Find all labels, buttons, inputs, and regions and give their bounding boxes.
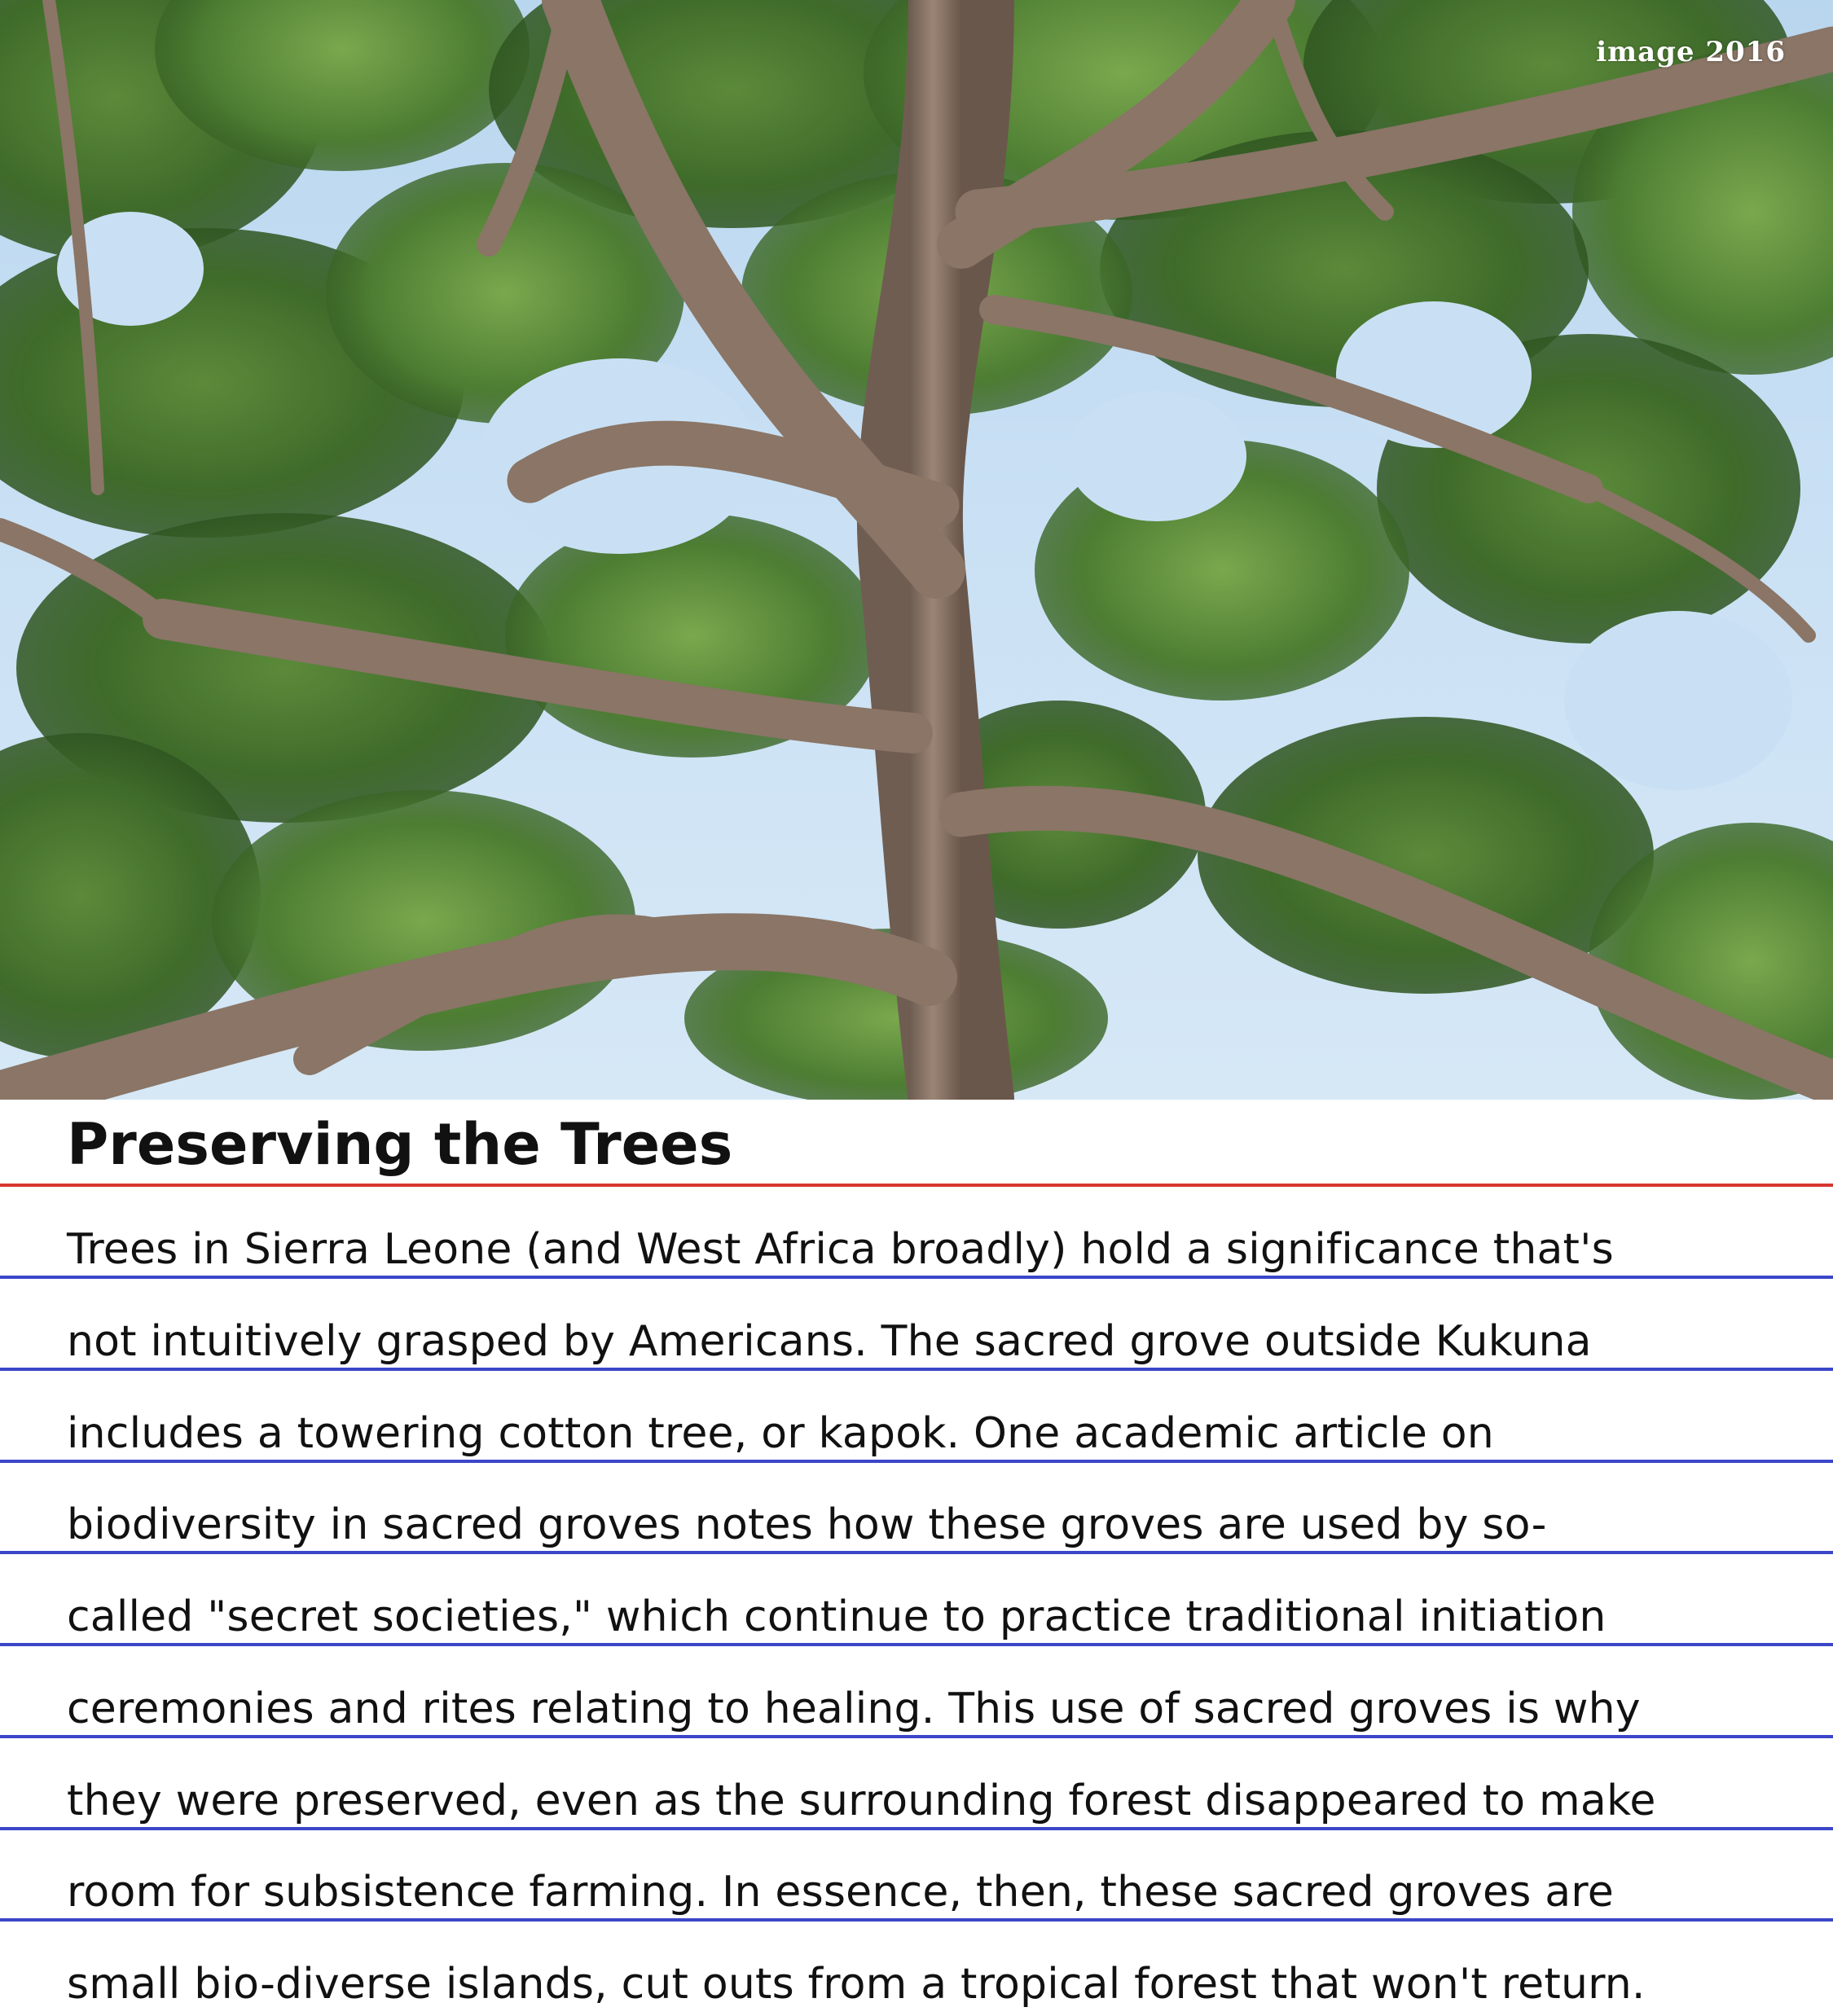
body-line-4: biodiversity in sacred groves notes how these groves are used by so- [67, 1500, 1547, 1549]
line-rule [0, 1918, 1833, 1922]
body-line-6: ceremonies and rites relating to healing. This use of sacred groves is why [67, 1684, 1641, 1733]
body-line-8: room for subsistence farming. In essence, then, these sacred groves are [67, 1868, 1614, 1917]
line-rule [0, 1735, 1833, 1738]
body-line-9: small bio-diverse islands, cut outs from a tropical forest that won't return. [67, 1960, 1646, 2009]
line-rule [0, 1460, 1833, 1463]
line-rule [0, 1827, 1833, 1830]
body-line-7: they were preserved, even as the surrounding forest disappeared to make [67, 1777, 1656, 1825]
body-line-1: Trees in Sierra Leone (and West Africa broadly) hold a significance that's [67, 1225, 1614, 1274]
article-title: Preserving the Trees [67, 1111, 733, 1178]
photo-watermark: image 2016 [1596, 36, 1786, 68]
body-line-2: not intuitively grasped by Americans. The sacred grove outside Kukuna [67, 1317, 1592, 1366]
line-rule [0, 1643, 1833, 1646]
line-rule [0, 1368, 1833, 1371]
body-line-5: called "secret societies," which continue to practice traditional initiation [67, 1592, 1607, 1641]
line-rule [0, 1276, 1833, 1279]
line-rule [0, 1551, 1833, 1554]
body-line-3: includes a towering cotton tree, or kapok. One academic article on [67, 1409, 1494, 1458]
